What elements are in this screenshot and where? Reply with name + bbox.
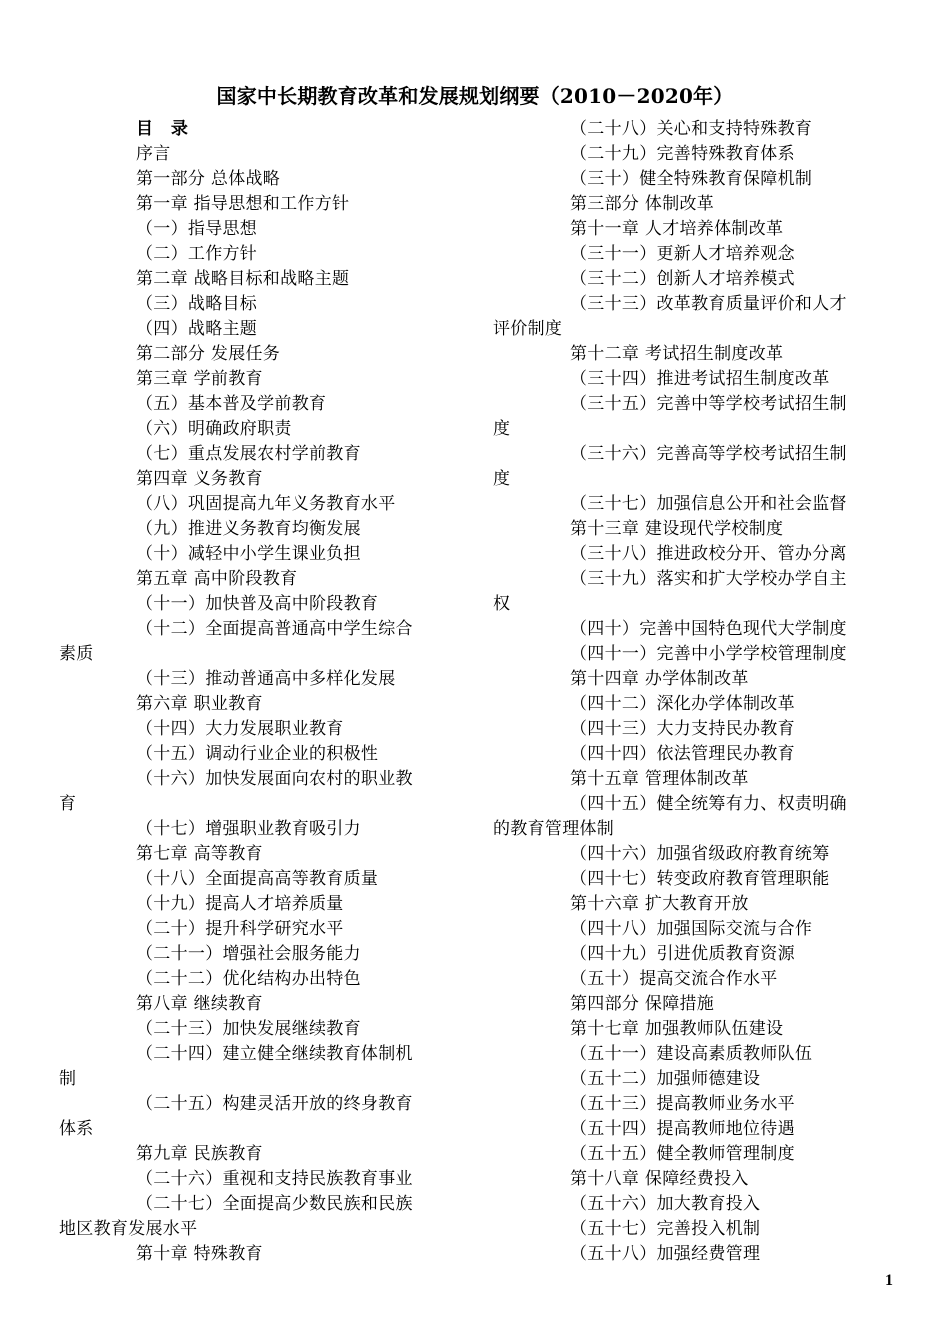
toc-entry: （三十八）推进政校分开、管办分离 <box>570 544 847 564</box>
toc-entry: （二十四）建立健全继续教育体制机 <box>136 1044 413 1064</box>
document-title: 国家中长期教育改革和发展规划纲要（2010－2020年） <box>216 84 734 108</box>
toc-entry: 度 <box>493 469 511 489</box>
toc-entry: 体系 <box>59 1119 94 1139</box>
toc-entry: （五十六）加大教育投入 <box>570 1194 761 1214</box>
toc-entry: （十七）增强职业教育吸引力 <box>136 819 361 839</box>
toc-entry: （十五）调动行业企业的积极性 <box>136 744 379 764</box>
toc-entry: （十六）加快发展面向农村的职业教 <box>136 769 413 789</box>
toc-entry: （三十）健全特殊教育保障机制 <box>570 169 813 189</box>
toc-entry: 度 <box>493 419 511 439</box>
toc-entry: （一）指导思想 <box>136 219 258 239</box>
toc-entry: 序言 <box>136 144 171 164</box>
toc-entry: （四十）完善中国特色现代大学制度 <box>570 619 847 639</box>
toc-entry: 的教育管理体制 <box>493 819 615 839</box>
toc-entry: （三十三）改革教育质量评价和人才 <box>570 294 847 314</box>
toc-entry: 第五章 高中阶段教育 <box>136 569 298 589</box>
toc-entry: 第十六章 扩大教育开放 <box>570 894 749 914</box>
toc-entry: （四十一）完善中小学学校管理制度 <box>570 644 847 664</box>
toc-entry: （五十五）健全教师管理制度 <box>570 1144 795 1164</box>
toc-entry: 评价制度 <box>493 319 563 339</box>
toc-entry: 第四部分 保障措施 <box>570 994 715 1014</box>
toc-entry: 地区教育发展水平 <box>59 1219 198 1239</box>
toc-entry: （五十）提高交流合作水平 <box>570 969 778 989</box>
toc-entry: （二十）提升科学研究水平 <box>136 919 344 939</box>
toc-entry: （三十四）推进考试招生制度改革 <box>570 369 830 389</box>
toc-entry: （二十七）全面提高少数民族和民族 <box>136 1194 413 1214</box>
toc-entry: （十二）全面提高普通高中学生综合 <box>136 619 413 639</box>
toc-entry: 第十四章 办学体制改革 <box>570 669 749 689</box>
toc-entry: 第四章 义务教育 <box>136 469 263 489</box>
toc-entry: （三十七）加强信息公开和社会监督 <box>570 494 847 514</box>
toc-entry: （五十七）完善投入机制 <box>570 1219 761 1239</box>
toc-entry: （二十五）构建灵活开放的终身教育 <box>136 1094 413 1114</box>
toc-entry: （二十二）优化结构办出特色 <box>136 969 361 989</box>
toc-right-column <box>493 117 893 1267</box>
toc-entry: （二十一）增强社会服务能力 <box>136 944 361 964</box>
toc-entry: （四十七）转变政府教育管理职能 <box>570 869 830 889</box>
toc-entry: （八）巩固提高九年义务教育水平 <box>136 494 396 514</box>
toc-entry: （二十六）重视和支持民族教育事业 <box>136 1169 413 1189</box>
toc-entry: （三十五）完善中等学校考试招生制 <box>570 394 847 414</box>
toc-entry: （三十九）落实和扩大学校办学自主 <box>570 569 847 589</box>
toc-entry: 第三部分 体制改革 <box>570 194 715 214</box>
toc-entry: 第十一章 人才培养体制改革 <box>570 219 784 239</box>
toc-entry: 育 <box>59 794 77 814</box>
toc-entry: 第六章 职业教育 <box>136 694 263 714</box>
toc-entry: （十四）大力发展职业教育 <box>136 719 344 739</box>
toc-entry: （五十八）加强经费管理 <box>570 1244 761 1264</box>
toc-entry: 第二章 战略目标和战略主题 <box>136 269 350 289</box>
toc-entry: （十三）推动普通高中多样化发展 <box>136 669 396 689</box>
toc-entry: （二十三）加快发展继续教育 <box>136 1019 361 1039</box>
toc-entry: （三十二）创新人才培养模式 <box>570 269 795 289</box>
toc-entry: （九）推进义务教育均衡发展 <box>136 519 361 539</box>
toc-entry: 权 <box>493 594 511 614</box>
toc-left-column <box>59 117 459 1267</box>
toc-entry: （十一）加快普及高中阶段教育 <box>136 594 379 614</box>
toc-entry: （二）工作方针 <box>136 244 258 264</box>
toc-entry: （四十九）引进优质教育资源 <box>570 944 795 964</box>
toc-entry: （三）战略目标 <box>136 294 258 314</box>
toc-entry: （四十五）健全统筹有力、权责明确 <box>570 794 847 814</box>
toc-entry: 第八章 继续教育 <box>136 994 263 1014</box>
toc-entry: （三十一）更新人才培养观念 <box>570 244 795 264</box>
toc-entry: （十八）全面提高高等教育质量 <box>136 869 379 889</box>
toc-entry: （五十三）提高教师业务水平 <box>570 1094 795 1114</box>
toc-entry: （五十四）提高教师地位待遇 <box>570 1119 795 1139</box>
toc-entry: 第一章 指导思想和工作方针 <box>136 194 350 214</box>
toc-entry: 第十二章 考试招生制度改革 <box>570 344 784 364</box>
toc-entry: 第十七章 加强教师队伍建设 <box>570 1019 784 1039</box>
toc-entry: （六）明确政府职责 <box>136 419 292 439</box>
toc-entry: 第三章 学前教育 <box>136 369 263 389</box>
toc-entry: 第一部分 总体战略 <box>136 169 281 189</box>
toc-entry: 第十八章 保障经费投入 <box>570 1169 749 1189</box>
toc-entry: 第十三章 建设现代学校制度 <box>570 519 784 539</box>
toc-entry: 第九章 民族教育 <box>136 1144 263 1164</box>
toc-entry: 第七章 高等教育 <box>136 844 263 864</box>
toc-entry: （十）减轻中小学生课业负担 <box>136 544 361 564</box>
toc-entry: 制 <box>59 1069 77 1089</box>
toc-entry: （四）战略主题 <box>136 319 258 339</box>
toc-entry: （二十九）完善特殊教育体系 <box>570 144 795 164</box>
toc-entry: （四十三）大力支持民办教育 <box>570 719 795 739</box>
toc-entry: （二十八）关心和支持特殊教育 <box>570 119 813 139</box>
toc-entry: （五十二）加强师德建设 <box>570 1069 761 1089</box>
toc-entry: 第二部分 发展任务 <box>136 344 281 364</box>
toc-entry: （五十一）建设高素质教师队伍 <box>570 1044 813 1064</box>
toc-entry: （四十四）依法管理民办教育 <box>570 744 795 764</box>
page-number: 1 <box>885 1272 893 1289</box>
toc-entry: （四十八）加强国际交流与合作 <box>570 919 813 939</box>
toc-entry: （十九）提高人才培养质量 <box>136 894 344 914</box>
toc-entry: （四十二）深化办学体制改革 <box>570 694 795 714</box>
toc-heading: 目 录 <box>136 119 194 139</box>
toc-entry: 第十五章 管理体制改革 <box>570 769 749 789</box>
toc-entry: 素质 <box>59 644 94 664</box>
toc-entry: （三十六）完善高等学校考试招生制 <box>570 444 847 464</box>
toc-entry: 第十章 特殊教育 <box>136 1244 263 1264</box>
toc-entry: （五）基本普及学前教育 <box>136 394 327 414</box>
toc-entry: （四十六）加强省级政府教育统筹 <box>570 844 830 864</box>
toc-entry: （七）重点发展农村学前教育 <box>136 444 361 464</box>
